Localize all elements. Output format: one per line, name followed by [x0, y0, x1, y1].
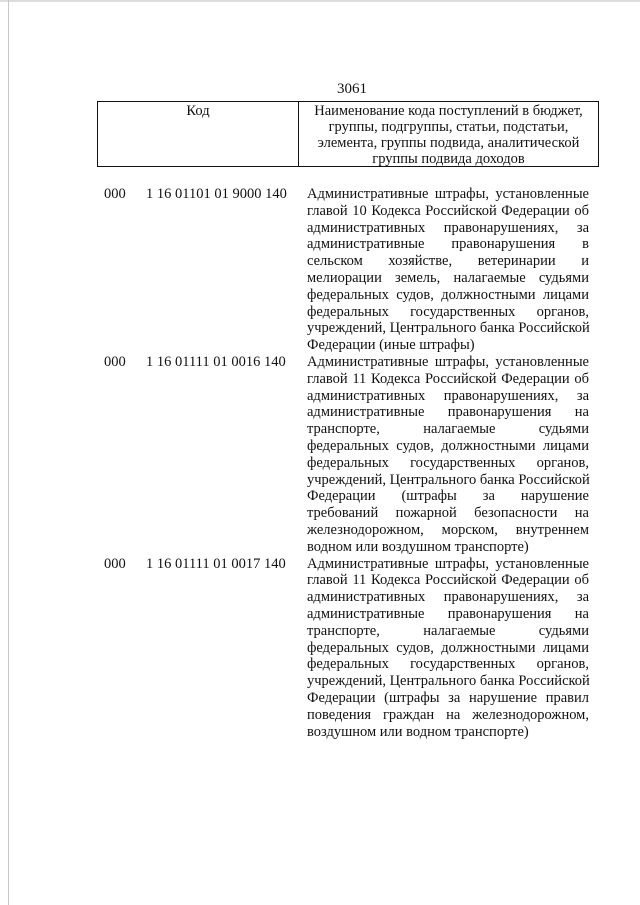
header-name-label — [299, 103, 598, 167]
budget-code: 1 16 01111 01 0016 140 — [146, 353, 286, 370]
description-line: Административные штрафы, установленные — [307, 186, 589, 202]
description-line: учреждений, Центрального банка Российской — [307, 471, 590, 488]
header-name-line: группы, подгруппы, статьи, подстатьи, — [328, 119, 569, 135]
description-line: транспорте, налагаемые судьями — [307, 622, 589, 639]
description-line: главой 10 Кодекса Российской Федерации об — [307, 202, 589, 219]
description-line: федеральных судов, должностными лицами — [307, 639, 589, 656]
code-description — [307, 354, 589, 556]
table-header — [97, 101, 599, 167]
description-line: транспорте, налагаемые судьями — [307, 421, 589, 438]
description-line: мелиорации земель, налагаемые судьями — [307, 269, 589, 286]
description-line: учреждений, Центрального банка Российской — [307, 320, 590, 337]
header-code-label: Код — [186, 103, 210, 119]
description-line: железнодорожном, морском, внутреннем — [307, 521, 589, 538]
header-name-line: Наименование кода поступлений в бюджет, — [314, 103, 583, 119]
budget-code: 1 16 01111 01 0017 140 — [146, 555, 286, 572]
scan-edge-top — [0, 0, 640, 2]
description-line: федеральных судов, должностными лицами — [307, 437, 589, 454]
description-line: административные правонарушения на — [307, 404, 589, 421]
description-line: Федерации (штрафы за нарушение — [307, 488, 589, 505]
description-line: федеральных судов, должностными лицами — [307, 286, 589, 303]
description-line: Административные штрафы, установленные — [307, 353, 589, 370]
table-row — [0, 186, 640, 354]
description-line: Административные штрафы, установленные — [307, 555, 589, 572]
table-row — [0, 556, 640, 741]
description-line: административных правонарушениях, за — [307, 589, 589, 606]
description-line: главой 11 Кодекса Российской Федерации об — [307, 370, 589, 387]
description-line: административные правонарушения в — [307, 236, 589, 253]
description-line: воздушном или водном транспорте) — [307, 723, 529, 740]
description-line: водном или воздушном транспорте) — [307, 538, 529, 555]
description-line: административных правонарушениях, за — [307, 219, 589, 236]
admin-code: 000 — [104, 555, 126, 572]
entries-list — [0, 186, 640, 740]
table-row — [0, 354, 640, 556]
description-line: сельском хозяйстве, ветеринарии и — [307, 253, 589, 270]
description-line: административные правонарушения на — [307, 605, 589, 622]
header-name-line: элемента, группы подвида, аналитической — [317, 135, 580, 151]
description-line: Федерации (штрафы за нарушение правил — [307, 689, 589, 706]
description-line: требований пожарной безопасности на — [307, 505, 589, 522]
page-number: 3061 — [337, 81, 367, 97]
admin-code: 000 — [104, 186, 126, 202]
admin-code: 000 — [104, 353, 126, 370]
code-description — [307, 556, 589, 741]
description-line: учреждений, Центрального банка Российской — [307, 673, 590, 690]
description-line: федеральных государственных органов, — [307, 303, 589, 320]
header-name-line: группы подвида доходов — [372, 151, 525, 167]
description-line: федеральных государственных органов, — [307, 454, 589, 471]
description-line: Федерации (иные штрафы) — [307, 337, 475, 354]
description-line: поведения граждан на железнодорожном, — [307, 706, 589, 723]
budget-code: 1 16 01101 01 9000 140 — [146, 186, 287, 202]
description-line: административных правонарушениях, за — [307, 387, 589, 404]
description-line: главой 11 Кодекса Российской Федерации об — [307, 572, 589, 589]
code-description — [307, 186, 589, 354]
description-line: федеральных государственных органов, — [307, 656, 589, 673]
